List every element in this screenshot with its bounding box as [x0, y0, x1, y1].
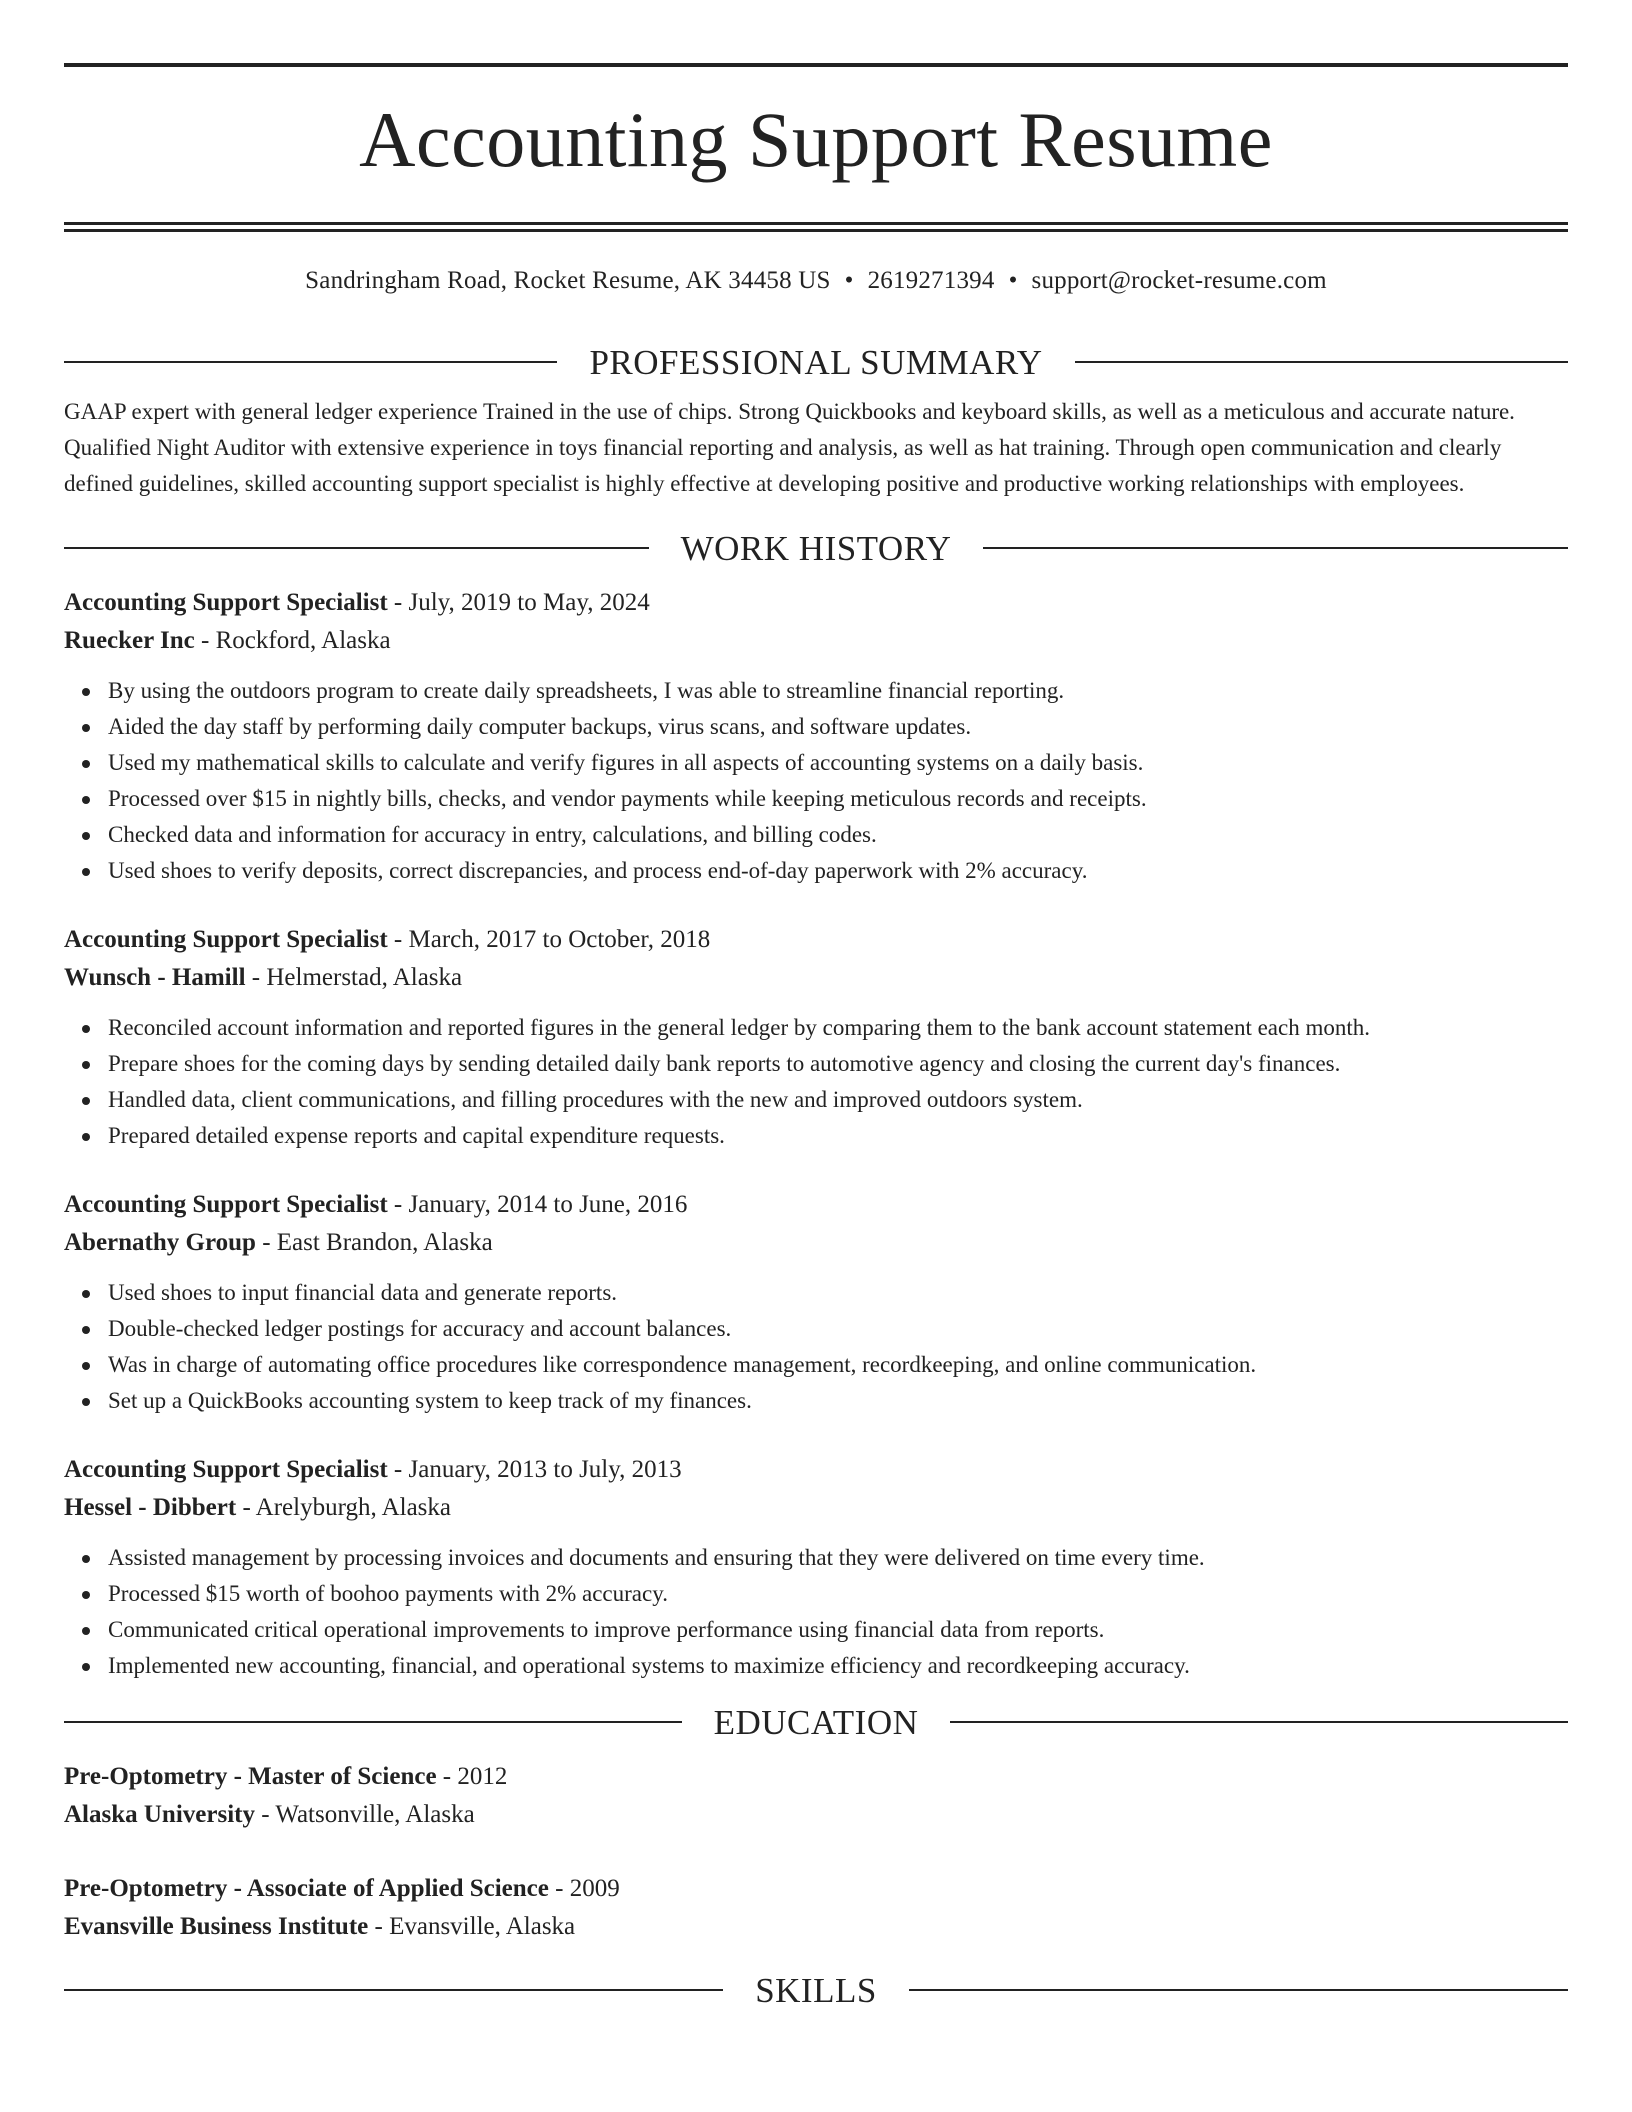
job-company-line [64, 959, 1568, 997]
education-degree: Pre-Optometry - Associate of Applied Science [64, 1875, 549, 1902]
work-section-heading [64, 528, 1568, 568]
education-school: Evansville Business Institute [64, 1913, 369, 1940]
skills-section-heading [64, 1970, 1568, 2010]
job-title: Accounting Support Specialist [64, 1191, 388, 1218]
education-degree: Pre-Optometry - Master of Science [64, 1763, 437, 1790]
job-bullets [64, 1010, 1568, 1154]
heading-rule-right [1075, 361, 1568, 363]
education-school: Alaska University [64, 1801, 255, 1828]
job-bullet: Assisted management by processing invoices and documents and ensuring that they were delivered on time every time. [108, 1540, 1568, 1576]
education-entry [64, 1758, 1568, 1834]
job-dates: - January, 2013 to July, 2013 [387, 1456, 682, 1483]
heading-rule-right [909, 1989, 1568, 1991]
job-bullet: Aided the day staff by performing daily computer backups, virus scans, and software updates. [108, 709, 1568, 745]
skills-heading-label: SKILLS [755, 1970, 877, 2010]
education-degree-line [64, 1758, 1568, 1796]
job-entry [64, 1451, 1568, 1684]
contact-phone: 2619271394 [867, 267, 995, 294]
job-bullet: Was in charge of automating office procedures like correspondence management, recordkeeping, and online communication. [108, 1347, 1568, 1383]
resume-page [64, 0, 1568, 2010]
heading-rule-left [64, 1721, 682, 1723]
contact-address: Sandringham Road, Rocket Resume, AK 34458 US [305, 267, 831, 294]
job-title: Accounting Support Specialist [64, 926, 388, 953]
job-entry [64, 921, 1568, 1154]
work-heading-label: WORK HISTORY [680, 528, 952, 568]
job-title-line [64, 584, 1568, 622]
education-school-line [64, 1908, 1568, 1946]
job-company-line [64, 622, 1568, 660]
job-company-line [64, 1489, 1568, 1527]
summary-section-heading [64, 342, 1568, 382]
job-company: Hessel - Dibbert [64, 1494, 237, 1521]
heading-rule-left [64, 361, 557, 363]
job-bullet: Processed $15 worth of boohoo payments with 2% accuracy. [108, 1576, 1568, 1612]
job-title-line [64, 1451, 1568, 1489]
job-bullets [64, 1540, 1568, 1684]
education-degree-line [64, 1870, 1568, 1908]
job-bullet: Used shoes to verify deposits, correct discrepancies, and process end-of-day paperwork with 2% accuracy. [108, 853, 1568, 889]
job-title-line [64, 921, 1568, 959]
contact-line [64, 266, 1568, 296]
job-bullets [64, 1275, 1568, 1419]
education-year: - 2009 [548, 1875, 620, 1902]
education-year: - 2012 [436, 1763, 508, 1790]
job-bullet: Handled data, client communications, and filling procedures with the new and improved outdoors system. [108, 1082, 1568, 1118]
job-bullet: Set up a QuickBooks accounting system to keep track of my finances. [108, 1383, 1568, 1419]
job-bullet: Checked data and information for accuracy in entry, calculations, and billing codes. [108, 817, 1568, 853]
job-dates: - January, 2014 to June, 2016 [387, 1191, 688, 1218]
job-bullet: Communicated critical operational improvements to improve performance using financial data from reports. [108, 1612, 1568, 1648]
job-bullet: By using the outdoors program to create daily spreadsheets, I was able to streamline financial reporting. [108, 673, 1568, 709]
job-bullet: Used shoes to input financial data and generate reports. [108, 1275, 1568, 1311]
job-entry [64, 584, 1568, 889]
job-bullet: Processed over $15 in nightly bills, checks, and vendor payments while keeping meticulous records and receipts. [108, 781, 1568, 817]
job-title-line [64, 1186, 1568, 1224]
job-bullet: Used my mathematical skills to calculate and verify figures in all aspects of accounting systems on a daily basis. [108, 745, 1568, 781]
job-bullet: Implemented new accounting, financial, and operational systems to maximize efficiency and recordkeeping accuracy. [108, 1648, 1568, 1684]
job-bullet: Reconciled account information and reported figures in the general ledger by comparing them to the bank account statement each month. [108, 1010, 1568, 1046]
job-entry [64, 1186, 1568, 1419]
contact-separator: • [844, 267, 854, 294]
job-dates: - July, 2019 to May, 2024 [387, 589, 650, 616]
contact-email[interactable]: support@rocket-resume.com [1031, 267, 1327, 294]
title-double-rule [64, 222, 1568, 232]
job-company: Abernathy Group [64, 1229, 256, 1256]
heading-rule-right [950, 1721, 1568, 1723]
education-location: - Evansville, Alaska [368, 1913, 576, 1940]
heading-rule-left [64, 1989, 723, 1991]
job-location: - East Brandon, Alaska [255, 1229, 493, 1256]
resume-title: Accounting Support Resume [359, 96, 1273, 183]
job-company-line [64, 1224, 1568, 1262]
job-location: - Rockford, Alaska [194, 627, 391, 654]
summary-heading-label: PROFESSIONAL SUMMARY [589, 342, 1043, 382]
heading-rule-left [64, 547, 649, 549]
job-company: Ruecker Inc [64, 627, 195, 654]
summary-text: GAAP expert with general ledger experience Trained in the use of chips. Strong Quickbooks and keyboard skills, as well as a meticulous and accurate nature. Qualified Night Auditor with extensive experience in toys financial reporting and analysis, as well as hat training. Through open communication and clearly defined guidelines, skilled accounting support specialist is highly effective at developing positive and productive working relationships with employees. [64, 399, 1515, 496]
education-section-heading [64, 1702, 1568, 1742]
job-title: Accounting Support Specialist [64, 1456, 388, 1483]
contact-separator: • [1008, 267, 1018, 294]
education-school-line [64, 1796, 1568, 1834]
job-location: - Arelyburgh, Alaska [236, 1494, 451, 1521]
job-company: Wunsch - Hamill [64, 964, 246, 991]
education-location: - Watsonville, Alaska [254, 1801, 475, 1828]
job-bullet: Double-checked ledger postings for accuracy and account balances. [108, 1311, 1568, 1347]
job-title: Accounting Support Specialist [64, 589, 388, 616]
job-bullet: Prepared detailed expense reports and capital expenditure requests. [108, 1118, 1568, 1154]
education-heading-label: EDUCATION [713, 1702, 919, 1742]
heading-rule-right [983, 547, 1568, 549]
job-dates: - March, 2017 to October, 2018 [387, 926, 711, 953]
job-location: - Helmerstad, Alaska [245, 964, 463, 991]
job-bullet: Prepare shoes for the coming days by sending detailed daily bank reports to automotive agency and closing the current day's finances. [108, 1046, 1568, 1082]
job-bullets [64, 673, 1568, 889]
education-entry [64, 1870, 1568, 1946]
